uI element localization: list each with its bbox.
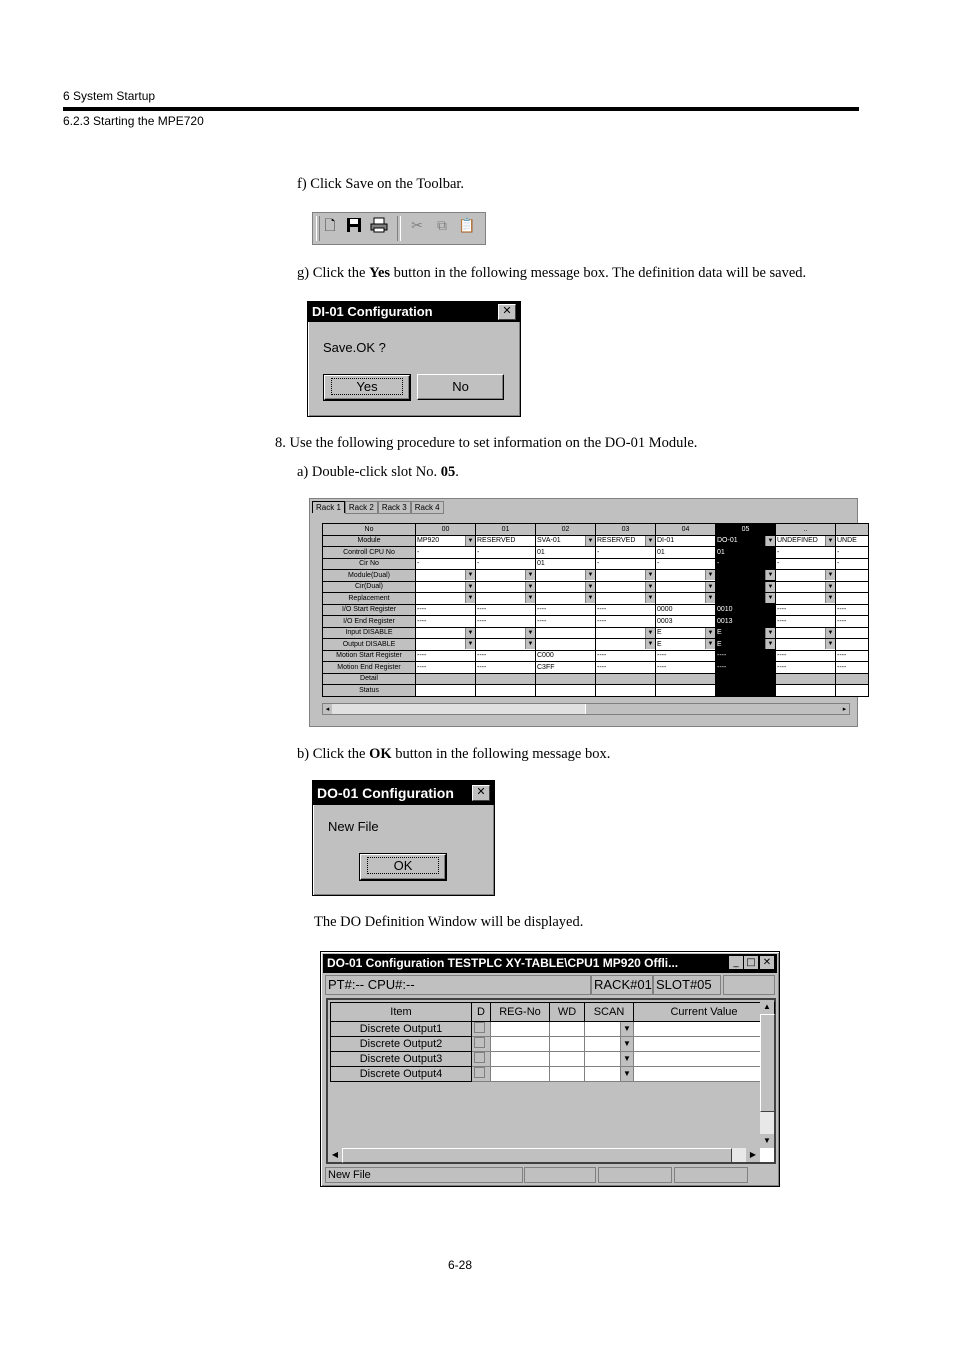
dropdown-arrow-icon[interactable]: ▼ — [645, 582, 655, 592]
rack-cell[interactable]: - — [836, 547, 869, 559]
new-file-dialog-titlebar: DO-01 Configuration ✕ — [313, 781, 494, 805]
rack-cell[interactable] — [416, 593, 476, 605]
rack-cell[interactable]: - — [836, 558, 869, 570]
tab-rack-3[interactable]: Rack 3 — [378, 501, 411, 514]
rack-cell[interactable]: - — [416, 558, 476, 570]
rack-row-label: Output DISABLE — [323, 639, 416, 651]
rack-cell[interactable]: ---- — [776, 604, 836, 616]
rack-cell[interactable] — [836, 639, 869, 651]
rack-config-window — [309, 498, 858, 727]
rack-row-label: I/O End Register — [323, 616, 416, 628]
rack-cell[interactable]: MP920 ▼ — [416, 535, 476, 547]
dropdown-arrow-icon[interactable]: ▼ — [705, 639, 715, 649]
dropdown-arrow-icon[interactable]: ▼ — [765, 593, 775, 603]
rack-column-header[interactable]: 00 — [416, 524, 476, 536]
dropdown-arrow-icon[interactable]: ▼ — [645, 628, 655, 638]
step-a-text: a) Double-click slot No. 05. — [297, 464, 459, 480]
do-cell[interactable] — [634, 1052, 775, 1067]
close-icon[interactable]: ✕ — [472, 785, 490, 801]
dropdown-arrow-icon[interactable]: ▼ — [765, 570, 775, 580]
do-column-header[interactable]: Item — [331, 1003, 472, 1022]
rack-cell[interactable]: DO-01 ▼ — [716, 535, 776, 547]
page-number: 6-28 — [448, 1258, 473, 1272]
do-grid — [330, 1002, 775, 1082]
do-cell[interactable] — [491, 1052, 550, 1067]
dropdown-arrow-icon[interactable]: ▼ — [765, 582, 775, 592]
rack-cell[interactable] — [836, 570, 869, 582]
dropdown-arrow-icon[interactable]: ▼ — [825, 628, 835, 638]
checkbox-icon[interactable] — [474, 1037, 485, 1048]
do-grid-area — [326, 998, 776, 1164]
rack-cell[interactable]: ---- — [596, 662, 656, 674]
rack-cell[interactable]: E ▼ — [716, 639, 776, 651]
checkbox-icon[interactable] — [474, 1022, 485, 1033]
rack-row-label: Module(Dual) — [323, 570, 416, 582]
do-item-label: Discrete Output1 — [331, 1022, 472, 1037]
rack-cell[interactable] — [476, 685, 536, 697]
new-file-icon[interactable]: 🗋 — [324, 218, 336, 234]
rack-cell[interactable] — [476, 593, 536, 605]
do-cell[interactable] — [491, 1067, 550, 1082]
rack-cell[interactable] — [716, 593, 776, 605]
dropdown-arrow-icon[interactable]: ▼ — [645, 593, 655, 603]
dropdown-arrow-icon[interactable]: ▼ — [465, 536, 475, 546]
rack-cell[interactable] — [776, 570, 836, 582]
do-window-titlebar: DO-01 Configuration TESTPLC XY-TABLE\CPU1 MP920 Offli... _ □ ✕ — [323, 954, 777, 973]
do-item-label: Discrete Output2 — [331, 1037, 472, 1052]
rack-cell[interactable] — [416, 570, 476, 582]
rack-cell[interactable]: RESERVED — [476, 535, 536, 547]
dropdown-arrow-icon[interactable]: ▼ — [620, 1067, 633, 1081]
do-d-checkbox-cell[interactable] — [472, 1052, 491, 1067]
rack-cell[interactable]: C3FF — [536, 662, 596, 674]
rack-column-header[interactable]: 04 — [656, 524, 716, 536]
minimize-icon[interactable]: _ — [729, 956, 743, 969]
rack-cell[interactable] — [536, 673, 596, 685]
step-f-text: f) Click Save on the Toolbar. — [297, 176, 465, 192]
rack-column-header[interactable]: No — [323, 524, 416, 536]
rack-cell[interactable]: E ▼ — [656, 627, 716, 639]
do-cell[interactable] — [550, 1022, 585, 1037]
rack-cell[interactable]: 0013 — [716, 616, 776, 628]
toolbar — [312, 212, 486, 245]
rack-row-label: I/O Start Register — [323, 604, 416, 616]
rack-cell[interactable] — [476, 673, 536, 685]
rack-cell[interactable]: ---- — [416, 616, 476, 628]
do-cell[interactable] — [585, 1022, 634, 1037]
rack-cell[interactable] — [596, 581, 656, 593]
ok-button[interactable]: OK — [360, 854, 446, 880]
rack-cell[interactable] — [836, 685, 869, 697]
rack-cell[interactable] — [776, 685, 836, 697]
rack-cell[interactable]: 01 — [536, 558, 596, 570]
rack-row-label: Motion End Register — [323, 662, 416, 674]
do-status-bar — [325, 1167, 775, 1183]
dropdown-arrow-icon[interactable]: ▼ — [585, 570, 595, 580]
do-cell[interactable] — [491, 1022, 550, 1037]
rack-cell[interactable]: ---- — [716, 662, 776, 674]
rack-cell[interactable] — [596, 593, 656, 605]
dropdown-arrow-icon[interactable]: ▼ — [525, 582, 535, 592]
dropdown-arrow-icon[interactable]: ▼ — [465, 570, 475, 580]
dropdown-arrow-icon[interactable]: ▼ — [525, 639, 535, 649]
do-cell[interactable] — [585, 1067, 634, 1082]
dropdown-arrow-icon[interactable]: ▼ — [825, 536, 835, 546]
do-cell[interactable] — [585, 1037, 634, 1052]
do-cell[interactable] — [634, 1067, 775, 1082]
rack-cell[interactable] — [416, 673, 476, 685]
rack-cell[interactable]: ---- — [596, 616, 656, 628]
rack-cell[interactable] — [836, 627, 869, 639]
header-rule — [63, 107, 859, 111]
rack-cell[interactable]: 0010 — [716, 604, 776, 616]
rack-cell[interactable]: ---- — [536, 616, 596, 628]
rack-cell[interactable] — [656, 593, 716, 605]
status-text: New File — [325, 1167, 523, 1183]
pt-cpu-field: PT#:-- CPU#:-- — [325, 975, 591, 995]
do-cell[interactable] — [491, 1037, 550, 1052]
rack-cell[interactable] — [476, 581, 536, 593]
save-icon[interactable] — [345, 217, 363, 235]
rack-cell[interactable] — [596, 685, 656, 697]
rack-cell[interactable] — [836, 593, 869, 605]
dropdown-arrow-icon[interactable]: ▼ — [585, 593, 595, 603]
rack-cell[interactable] — [656, 570, 716, 582]
rack-cell[interactable]: ---- — [656, 650, 716, 662]
dropdown-arrow-icon[interactable]: ▼ — [765, 628, 775, 638]
maximize-icon[interactable]: □ — [744, 956, 758, 969]
dropdown-arrow-icon[interactable]: ▼ — [825, 570, 835, 580]
dropdown-arrow-icon[interactable]: ▼ — [705, 582, 715, 592]
rack-row-label: Status — [323, 685, 416, 697]
rack-cell[interactable]: DI-01 — [656, 535, 716, 547]
rack-cell[interactable] — [476, 570, 536, 582]
dropdown-arrow-icon[interactable]: ▼ — [645, 570, 655, 580]
rack-row-label: Replacement — [323, 593, 416, 605]
rack-cell[interactable]: UNDE — [836, 535, 869, 547]
rack-cell[interactable] — [656, 673, 716, 685]
rack-cell[interactable] — [716, 581, 776, 593]
do-cell[interactable] — [585, 1052, 634, 1067]
do-cell[interactable] — [634, 1022, 775, 1037]
rack-row-label: Cir(Dual) — [323, 581, 416, 593]
do-column-header[interactable]: WD — [550, 1003, 585, 1022]
section-header: 6.2.3 Starting the MPE720 — [63, 114, 204, 128]
save-dialog-titlebar: DI-01 Configuration ✕ — [308, 302, 520, 322]
do-d-checkbox-cell[interactable] — [472, 1037, 491, 1052]
checkbox-icon[interactable] — [474, 1052, 485, 1063]
dropdown-arrow-icon[interactable]: ▼ — [645, 639, 655, 649]
rack-cell[interactable] — [716, 673, 776, 685]
rack-row-label: Module — [323, 535, 416, 547]
rack-cell[interactable]: ---- — [836, 616, 869, 628]
rack-cell[interactable]: ---- — [716, 650, 776, 662]
do-cell[interactable] — [634, 1037, 775, 1052]
rack-cell[interactable]: E ▼ — [656, 639, 716, 651]
rack-row-label: Controll CPU No — [323, 547, 416, 559]
rack-cell[interactable]: - — [416, 547, 476, 559]
rack-cell[interactable]: - — [596, 547, 656, 559]
dropdown-arrow-icon[interactable]: ▼ — [825, 639, 835, 649]
dropdown-arrow-icon[interactable]: ▼ — [620, 1037, 633, 1051]
dropdown-arrow-icon[interactable]: ▼ — [825, 593, 835, 603]
dropdown-arrow-icon[interactable]: ▼ — [620, 1022, 633, 1036]
do-d-checkbox-cell[interactable] — [472, 1067, 491, 1082]
rack-cell[interactable]: ---- — [416, 650, 476, 662]
close-icon[interactable]: ✕ — [498, 304, 516, 320]
rack-cell[interactable]: 0003 — [656, 616, 716, 628]
rack-cell[interactable] — [536, 581, 596, 593]
do-definition-window — [320, 951, 780, 1187]
rack-cell[interactable]: 01 — [656, 547, 716, 559]
rack-cell[interactable]: ---- — [536, 604, 596, 616]
no-button[interactable]: No — [417, 374, 504, 400]
cut-icon[interactable]: ✂ — [411, 218, 423, 234]
rack-cell[interactable] — [416, 627, 476, 639]
rack-cell[interactable]: ---- — [836, 662, 869, 674]
rack-row-label: Motion Start Register — [323, 650, 416, 662]
dropdown-arrow-icon[interactable]: ▼ — [705, 593, 715, 603]
rack-cell[interactable]: - — [476, 547, 536, 559]
rack-cell[interactable] — [776, 593, 836, 605]
dropdown-arrow-icon[interactable]: ▼ — [585, 536, 595, 546]
rack-column-header[interactable]: 02 — [536, 524, 596, 536]
rack-cell[interactable] — [716, 685, 776, 697]
dropdown-arrow-icon[interactable]: ▼ — [765, 639, 775, 649]
paste-icon[interactable]: 📋 — [458, 218, 476, 234]
rack-cell[interactable] — [836, 581, 869, 593]
do-column-header[interactable]: REG-No — [491, 1003, 550, 1022]
rack-cell[interactable] — [416, 639, 476, 651]
dropdown-arrow-icon[interactable]: ▼ — [705, 628, 715, 638]
rack-cell[interactable] — [536, 593, 596, 605]
rack-cell[interactable]: - — [656, 558, 716, 570]
dropdown-arrow-icon[interactable]: ▼ — [705, 570, 715, 580]
rack-cell[interactable] — [776, 581, 836, 593]
rack-cell[interactable]: ---- — [416, 604, 476, 616]
rack-cell[interactable] — [536, 639, 596, 651]
rack-tabs — [312, 501, 444, 515]
rack-cell[interactable] — [596, 627, 656, 639]
dropdown-arrow-icon[interactable]: ▼ — [525, 593, 535, 603]
rack-cell[interactable]: ---- — [776, 616, 836, 628]
slot-field: SLOT#05 — [653, 975, 721, 995]
do-item-label: Discrete Output3 — [331, 1052, 472, 1067]
rack-cell[interactable] — [596, 639, 656, 651]
rack-cell[interactable]: - — [776, 547, 836, 559]
dropdown-arrow-icon[interactable]: ▼ — [825, 582, 835, 592]
rack-cell[interactable] — [656, 581, 716, 593]
step-g-text: g) Click the Yes button in the following message box. The definition data will be saved. — [297, 265, 807, 281]
rack-cell[interactable] — [596, 673, 656, 685]
step-8-text: 8. Use the following procedure to set information on the DO-01 Module. — [275, 435, 698, 451]
do-item-label: Discrete Output4 — [331, 1067, 472, 1082]
save-dialog — [307, 301, 521, 417]
rack-column-header[interactable] — [836, 524, 869, 536]
checkbox-icon[interactable] — [474, 1067, 485, 1078]
dropdown-arrow-icon[interactable]: ▼ — [525, 628, 535, 638]
rack-cell[interactable]: E ▼ — [716, 627, 776, 639]
rack-cell[interactable] — [536, 627, 596, 639]
dropdown-arrow-icon[interactable]: ▼ — [645, 536, 655, 546]
rack-cell[interactable] — [716, 570, 776, 582]
rack-cell[interactable] — [476, 627, 536, 639]
rack-row-label: Detail — [323, 673, 416, 685]
rack-cell[interactable]: - — [716, 558, 776, 570]
rack-cell[interactable]: ---- — [836, 604, 869, 616]
rack-scrollbar[interactable]: ◂ ▸ — [322, 703, 850, 715]
dropdown-arrow-icon[interactable]: ▼ — [465, 593, 475, 603]
do-hscrollbar[interactable]: ◀ ▶ — [328, 1148, 760, 1162]
rack-cell[interactable] — [776, 639, 836, 651]
rack-cell[interactable]: ---- — [476, 604, 536, 616]
rack-cell[interactable] — [776, 627, 836, 639]
tab-rack-1[interactable]: Rack 1 — [312, 501, 345, 513]
new-file-dialog — [312, 780, 495, 896]
tab-rack-2[interactable]: Rack 2 — [345, 501, 378, 514]
close-icon[interactable]: ✕ — [760, 956, 774, 969]
do-vscrollbar[interactable]: ▲ ▼ — [760, 1000, 774, 1148]
rack-cell[interactable] — [536, 685, 596, 697]
dropdown-arrow-icon[interactable]: ▼ — [585, 582, 595, 592]
dropdown-arrow-icon[interactable]: ▼ — [765, 536, 775, 546]
rack-cell[interactable]: ---- — [836, 650, 869, 662]
copy-icon[interactable]: ⧉ — [437, 218, 447, 234]
save-dialog-message: Save.OK ? — [323, 340, 386, 355]
rack-field: RACK#01 — [591, 975, 653, 995]
rack-cell[interactable] — [536, 570, 596, 582]
rack-cell[interactable]: ---- — [416, 662, 476, 674]
rack-cell[interactable] — [416, 685, 476, 697]
rack-row-label: Input DISABLE — [323, 627, 416, 639]
chapter-header: 6 System Startup — [63, 89, 156, 103]
dropdown-arrow-icon[interactable]: ▼ — [465, 639, 475, 649]
rack-column-header[interactable]: 01 — [476, 524, 536, 536]
print-icon[interactable] — [370, 217, 388, 235]
do-cell[interactable] — [550, 1067, 585, 1082]
dropdown-arrow-icon[interactable]: ▼ — [465, 628, 475, 638]
rack-cell[interactable] — [416, 581, 476, 593]
rack-cell[interactable]: ---- — [476, 650, 536, 662]
rack-cell[interactable]: UNDEFINED ▼ — [776, 535, 836, 547]
dropdown-arrow-icon[interactable]: ▼ — [620, 1052, 633, 1066]
rack-cell[interactable] — [476, 639, 536, 651]
rack-column-header[interactable]: 05 — [716, 524, 776, 536]
do-cell[interactable] — [550, 1037, 585, 1052]
rack-cell[interactable]: ---- — [776, 650, 836, 662]
rack-cell[interactable]: 0000 — [656, 604, 716, 616]
rack-cell[interactable]: RESERVED ▼ — [596, 535, 656, 547]
rack-cell[interactable]: ---- — [476, 662, 536, 674]
do-cell[interactable] — [550, 1052, 585, 1067]
rack-cell[interactable] — [836, 673, 869, 685]
rack-cell[interactable]: 01 — [716, 547, 776, 559]
rack-column-header[interactable]: .. — [776, 524, 836, 536]
rack-cell[interactable]: ---- — [656, 662, 716, 674]
rack-cell[interactable]: C000 — [536, 650, 596, 662]
rack-cell[interactable]: ---- — [596, 604, 656, 616]
rack-cell[interactable] — [776, 673, 836, 685]
rack-cell[interactable]: ---- — [476, 616, 536, 628]
rack-row-label: Cir No — [323, 558, 416, 570]
do-column-header[interactable]: Current Value — [634, 1003, 775, 1022]
yes-button[interactable]: Yes — [324, 375, 410, 400]
rack-cell[interactable]: - — [776, 558, 836, 570]
do-column-header[interactable]: SCAN — [585, 1003, 634, 1022]
rack-cell[interactable]: ---- — [776, 662, 836, 674]
rack-cell[interactable]: 01 — [536, 547, 596, 559]
rack-cell[interactable]: - — [596, 558, 656, 570]
rack-column-header[interactable]: 03 — [596, 524, 656, 536]
do-column-header[interactable]: D — [472, 1003, 491, 1022]
rack-cell[interactable]: - — [476, 558, 536, 570]
rack-cell[interactable]: ---- — [596, 650, 656, 662]
rack-cell[interactable] — [596, 570, 656, 582]
dropdown-arrow-icon[interactable]: ▼ — [465, 582, 475, 592]
tab-rack-4[interactable]: Rack 4 — [411, 501, 444, 514]
do-d-checkbox-cell[interactable] — [472, 1022, 491, 1037]
rack-cell[interactable]: SVA-01 ▼ — [536, 535, 596, 547]
rack-cell[interactable] — [656, 685, 716, 697]
rack-grid — [322, 523, 869, 697]
step-b-text: b) Click the OK button in the following message box. — [297, 746, 611, 762]
do-window-caption: The DO Definition Window will be displayed. — [314, 914, 584, 930]
dropdown-arrow-icon[interactable]: ▼ — [525, 570, 535, 580]
new-file-dialog-message: New File — [328, 819, 379, 834]
